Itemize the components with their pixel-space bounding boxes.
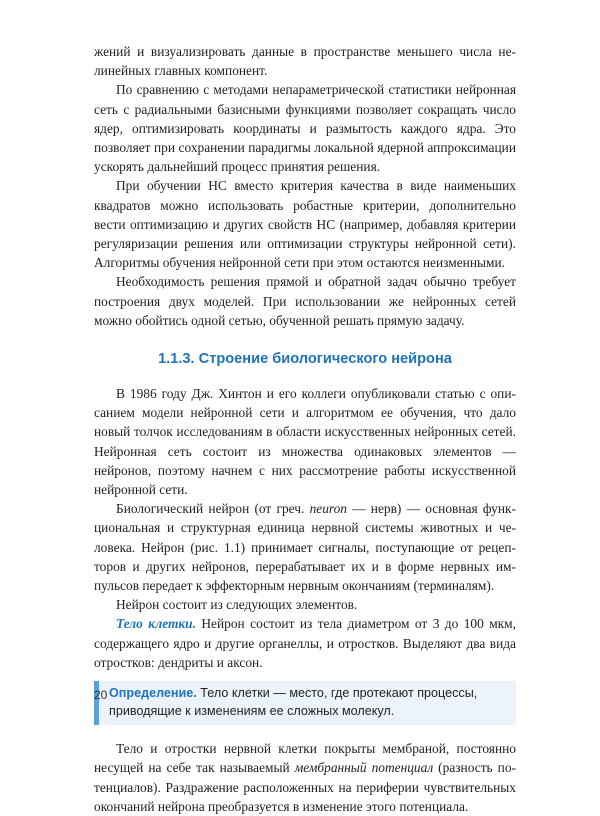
text-run: — нерв) — основная функциональная и структурная единица нервной системы животных и человека. Нейрон (рис. 1.1) принимает сигналы, поступающие от рецепторов и других нейронов, перерабатывает их и в форме нервных импульсов передает к эффекторным нервным окончаниям (терминалям). (94, 501, 516, 594)
definition-label: Определение. (109, 686, 197, 701)
text-run: (разность потенциалов). Раздражение расположенных на периферии чувствительных окончаний нейрона преобразуется в изменение этого потенциала. (94, 760, 517, 814)
definition-box (94, 681, 516, 725)
paragraph-cell-body (94, 614, 516, 672)
paragraph-hinton: В 1986 году Дж. Хинтон и его коллеги опубликовали статью с описанием модели нейронной сети и алгоритмом ее обучения, что дало новый толчок исследованиям в области искусственных нейронных сетей. Нейронная сеть состоит из множества одинаковых элементов — нейронов, поэтому начнем с них рассмотрение работы искусственной нейронной сети. (94, 386, 516, 498)
text-run: Тело и отростки нервной клетки покрыты мембраной, постоянно несущей на себе так называемый (94, 741, 516, 776)
paragraph-continued: жений и визуализировать данные в пространстве меньшего числа нелинейных главных компонент. (94, 44, 516, 79)
text-run: Нейрон состоит из тела диаметром от 3 до 100 мкм, содержащего ядро и другие органеллы, и отростков. Выделяют два вида отростков: дендриты и аксон. (94, 616, 517, 670)
text-run: Биологический нейрон (от греч. (116, 501, 310, 517)
section-heading: 1.1.3. Строение биологического нейрона (158, 351, 452, 368)
term-cell-body: Тело клетки. (116, 616, 196, 632)
term-membrane-potential: мембранный потенциал (294, 760, 434, 776)
paragraph-biological-neuron (94, 499, 516, 595)
paragraph-direct-inverse: Необходимость решения прямой и обратной задач обычно требует построения двух моделей. При использовании же нейронных сетей можно обойтись одной сетью, обученной решать прямую задачу. (94, 274, 516, 328)
paragraph-neuron-elements: Нейрон состоит из следующих элементов. (116, 597, 358, 613)
paragraph-rbf-comparison: По сравнению с методами непараметрической статистики нейронная сеть с радиальными базисными функциями позволяет сокращать число ядер, оптимизировать координаты и размытость каждого ядра. Это позволяет при сохранении парадигмы локальной ядерной аппроксимации ускорять дальнейший процесс принятия решения. (94, 82, 516, 175)
paragraph-membrane (94, 739, 516, 816)
term-neuron: neuron (309, 501, 348, 517)
definition-text: Тело клетки — место, где протекают процессы, приводящие к изменениям ее сложных молекул. (109, 686, 478, 718)
page-body (94, 42, 516, 816)
page-number: 20 (94, 688, 108, 702)
paragraph-robust-criteria: При обучении НС вместо критерия качества в виде наименьших квадратов можно использовать робастные критерии, дополнительно вести оптимизацию и других свойств НС (например, добавляя критерии регуляризации решения или оптимизации структуры нейронной сети). Алгоритмы обучения нейронной сети при этом остаются неизменными. (94, 178, 516, 271)
